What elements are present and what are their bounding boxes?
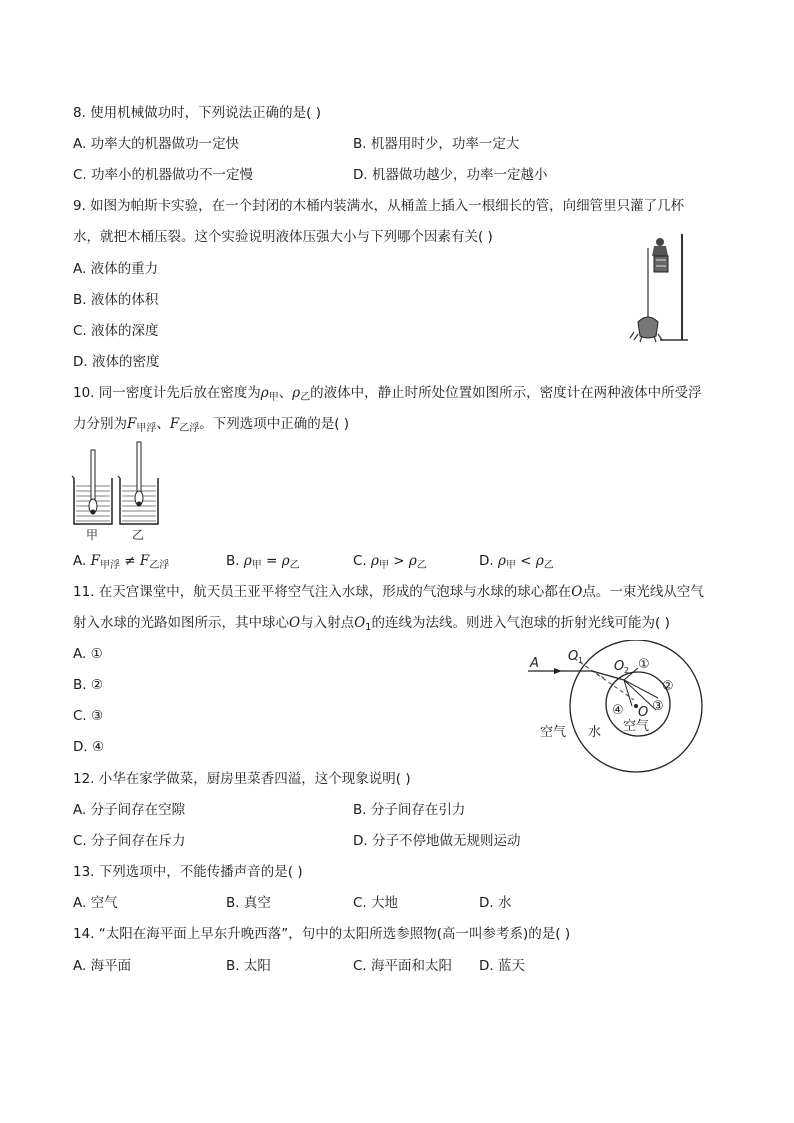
- rho-symbol: ρ: [292, 385, 301, 401]
- rho-symbol: ρ: [260, 385, 269, 401]
- o1-symbol: O: [354, 615, 366, 631]
- q11-stem-line1: [73, 583, 704, 601]
- option-prefix: D.: [479, 553, 498, 569]
- q13-stem: 13. 下列选项中，不能传播声音的是( ): [73, 864, 303, 880]
- option-relation: ≠: [119, 553, 140, 569]
- q14-option-c: C. 海平面和太阳: [353, 958, 453, 974]
- option-subscript: 甲: [251, 560, 262, 571]
- q10-stem-line1: [73, 384, 702, 404]
- q10-stem-text-b: 的液体中，静止时所处位置如图所示，密度计在两种液体中所受浮: [310, 385, 702, 401]
- q14-stem: 14. “太阳在海平面上早东升晚西落”，句中的太阳所选参照物(高一叫参考系)的是( ): [73, 926, 571, 942]
- label-yi: 乙: [132, 528, 145, 542]
- option-symbol: ρ: [535, 553, 544, 569]
- q11-option-a: A. ①: [73, 646, 103, 662]
- densimeter-figure: [70, 440, 170, 545]
- q14-option-a: A. 海平面: [73, 958, 132, 974]
- f-symbol: F: [169, 416, 180, 432]
- option-prefix: B.: [226, 553, 244, 569]
- label-o1: O: [568, 649, 579, 664]
- q13-option-a: A. 空气: [73, 895, 118, 911]
- circle-2-label: ②: [662, 679, 674, 694]
- f-symbol: F: [127, 416, 137, 432]
- q9-stem-line2: 水，就把木桶压裂。这个实验说明液体压强大小与下列哪个因素有关( ): [73, 229, 493, 245]
- circle-3-label: ③: [652, 699, 664, 714]
- sub-jiafu: 甲浮: [136, 423, 157, 434]
- label-o2-sub: 2: [624, 666, 630, 675]
- option-symbol: ρ: [281, 553, 290, 569]
- q11-stem-text-d: 与入射点: [300, 615, 355, 631]
- option-relation: >: [388, 553, 409, 569]
- q10-option-d: [479, 552, 554, 572]
- q11-stem-line2: [73, 614, 670, 634]
- separator: 、: [156, 416, 170, 432]
- circle-4-label: ④: [612, 703, 624, 718]
- q8-option-c: C. 功率小的机器做功不一定慢: [73, 167, 254, 183]
- option-subscript: 乙: [289, 560, 300, 571]
- q11-option-b: B. ②: [73, 677, 103, 693]
- q13-option-c: C. 大地: [353, 895, 399, 911]
- circle-1-label: ①: [638, 657, 650, 672]
- o-symbol: O: [571, 584, 583, 600]
- option-prefix: C.: [353, 553, 372, 569]
- label-o1-sub: 1: [578, 656, 584, 665]
- q10-stem-text-c: 力分别为: [73, 416, 127, 432]
- label-o2: O: [614, 659, 625, 674]
- option-symbol: ρ: [371, 553, 379, 569]
- q12-option-b: B. 分子间存在引力: [353, 802, 466, 818]
- q11-option-d: D. ④: [73, 739, 105, 755]
- q8-option-b: B. 机器用时少，功率一定大: [353, 136, 520, 152]
- label-air-inner: 空气: [623, 719, 650, 734]
- q13-option-b: B. 真空: [226, 895, 271, 911]
- q11-stem-text-c: 射入水球的光路如图所示，其中球心: [73, 615, 289, 631]
- q8-option-a: A. 功率大的机器做功一定快: [73, 136, 240, 152]
- q8-stem: 8. 使用机械做功时，下列说法正确的是( ): [73, 105, 321, 121]
- option-symbol: F: [139, 553, 150, 569]
- option-symbol: ρ: [408, 553, 417, 569]
- label-air-outer: 空气: [540, 725, 567, 740]
- option-subscript: 甲: [505, 560, 516, 571]
- q9-stem-line1: 9. 如图为帕斯卡实验，在一个封闭的木桶内装满水，从桶盖上插入一根细长的管，向细管里只灌了几杯: [73, 198, 685, 214]
- q11-stem-text-e: 的连线为法线。则进入气泡球的折射光线可能为( ): [371, 615, 670, 631]
- q12-option-d: D. 分子不停地做无规则运动: [353, 833, 521, 849]
- option-subscript: 乙: [416, 560, 427, 571]
- q13-option-d: D. 水: [479, 895, 512, 911]
- q9-option-c: C. 液体的深度: [73, 323, 159, 339]
- q14-option-b: B. 太阳: [226, 958, 271, 974]
- q10-stem-text-d: 。下列选项中正确的是( ): [199, 416, 350, 432]
- option-symbol: ρ: [497, 553, 506, 569]
- option-prefix: A.: [73, 553, 91, 569]
- q8-option-d: D. 机器做功越少，功率一定越小: [353, 167, 548, 183]
- option-subscript: 甲浮: [99, 560, 120, 571]
- q10-option-c: [353, 552, 427, 572]
- option-relation: =: [261, 553, 282, 569]
- q10-stem-line2: [73, 415, 349, 435]
- q9-option-a: A. 液体的重力: [73, 261, 159, 277]
- q11-stem-text-a: 11. 在天宫课堂中，航天员王亚平将空气注入水球，形成的气泡球与水球的球心都在: [73, 584, 572, 600]
- label-water: 水: [588, 725, 602, 740]
- sub-jia: 甲: [268, 392, 279, 403]
- water-sphere-figure: [526, 640, 726, 776]
- q11-option-c: C. ③: [73, 708, 104, 724]
- q9-option-d: D. 液体的密度: [73, 354, 160, 370]
- pascal-barrel-figure: [620, 232, 690, 344]
- separator: 、: [278, 385, 293, 401]
- q10-stem-text-a: 10. 同一密度计先后放在密度为: [73, 385, 261, 401]
- option-subscript: 乙: [543, 560, 554, 571]
- q9-option-b: B. 液体的体积: [73, 292, 159, 308]
- label-jia: 甲: [86, 528, 99, 542]
- option-subscript: 乙浮: [149, 560, 170, 571]
- option-symbol: ρ: [243, 553, 252, 569]
- option-symbol: F: [90, 553, 100, 569]
- sub-yifu: 乙浮: [179, 423, 200, 434]
- q12-option-c: C. 分子间存在斥力: [73, 833, 186, 849]
- option-subscript: 甲: [378, 560, 389, 571]
- q10-option-a: [73, 552, 169, 572]
- q11-stem-text-b: 点。一束光线从空气: [582, 584, 704, 600]
- o-symbol: O: [289, 615, 301, 631]
- q12-option-a: A. 分子间存在空隙: [73, 802, 186, 818]
- q14-option-d: D. 蓝天: [479, 958, 525, 974]
- label-a: A: [530, 656, 539, 671]
- label-o: O: [638, 705, 649, 720]
- sub-yi: 乙: [300, 392, 311, 403]
- q10-option-b: [226, 552, 300, 572]
- option-relation: <: [515, 553, 536, 569]
- o1-subscript: 1: [365, 622, 372, 633]
- q12-stem: 12. 小华在家学做菜，厨房里菜香四溢，这个现象说明( ): [73, 771, 411, 787]
